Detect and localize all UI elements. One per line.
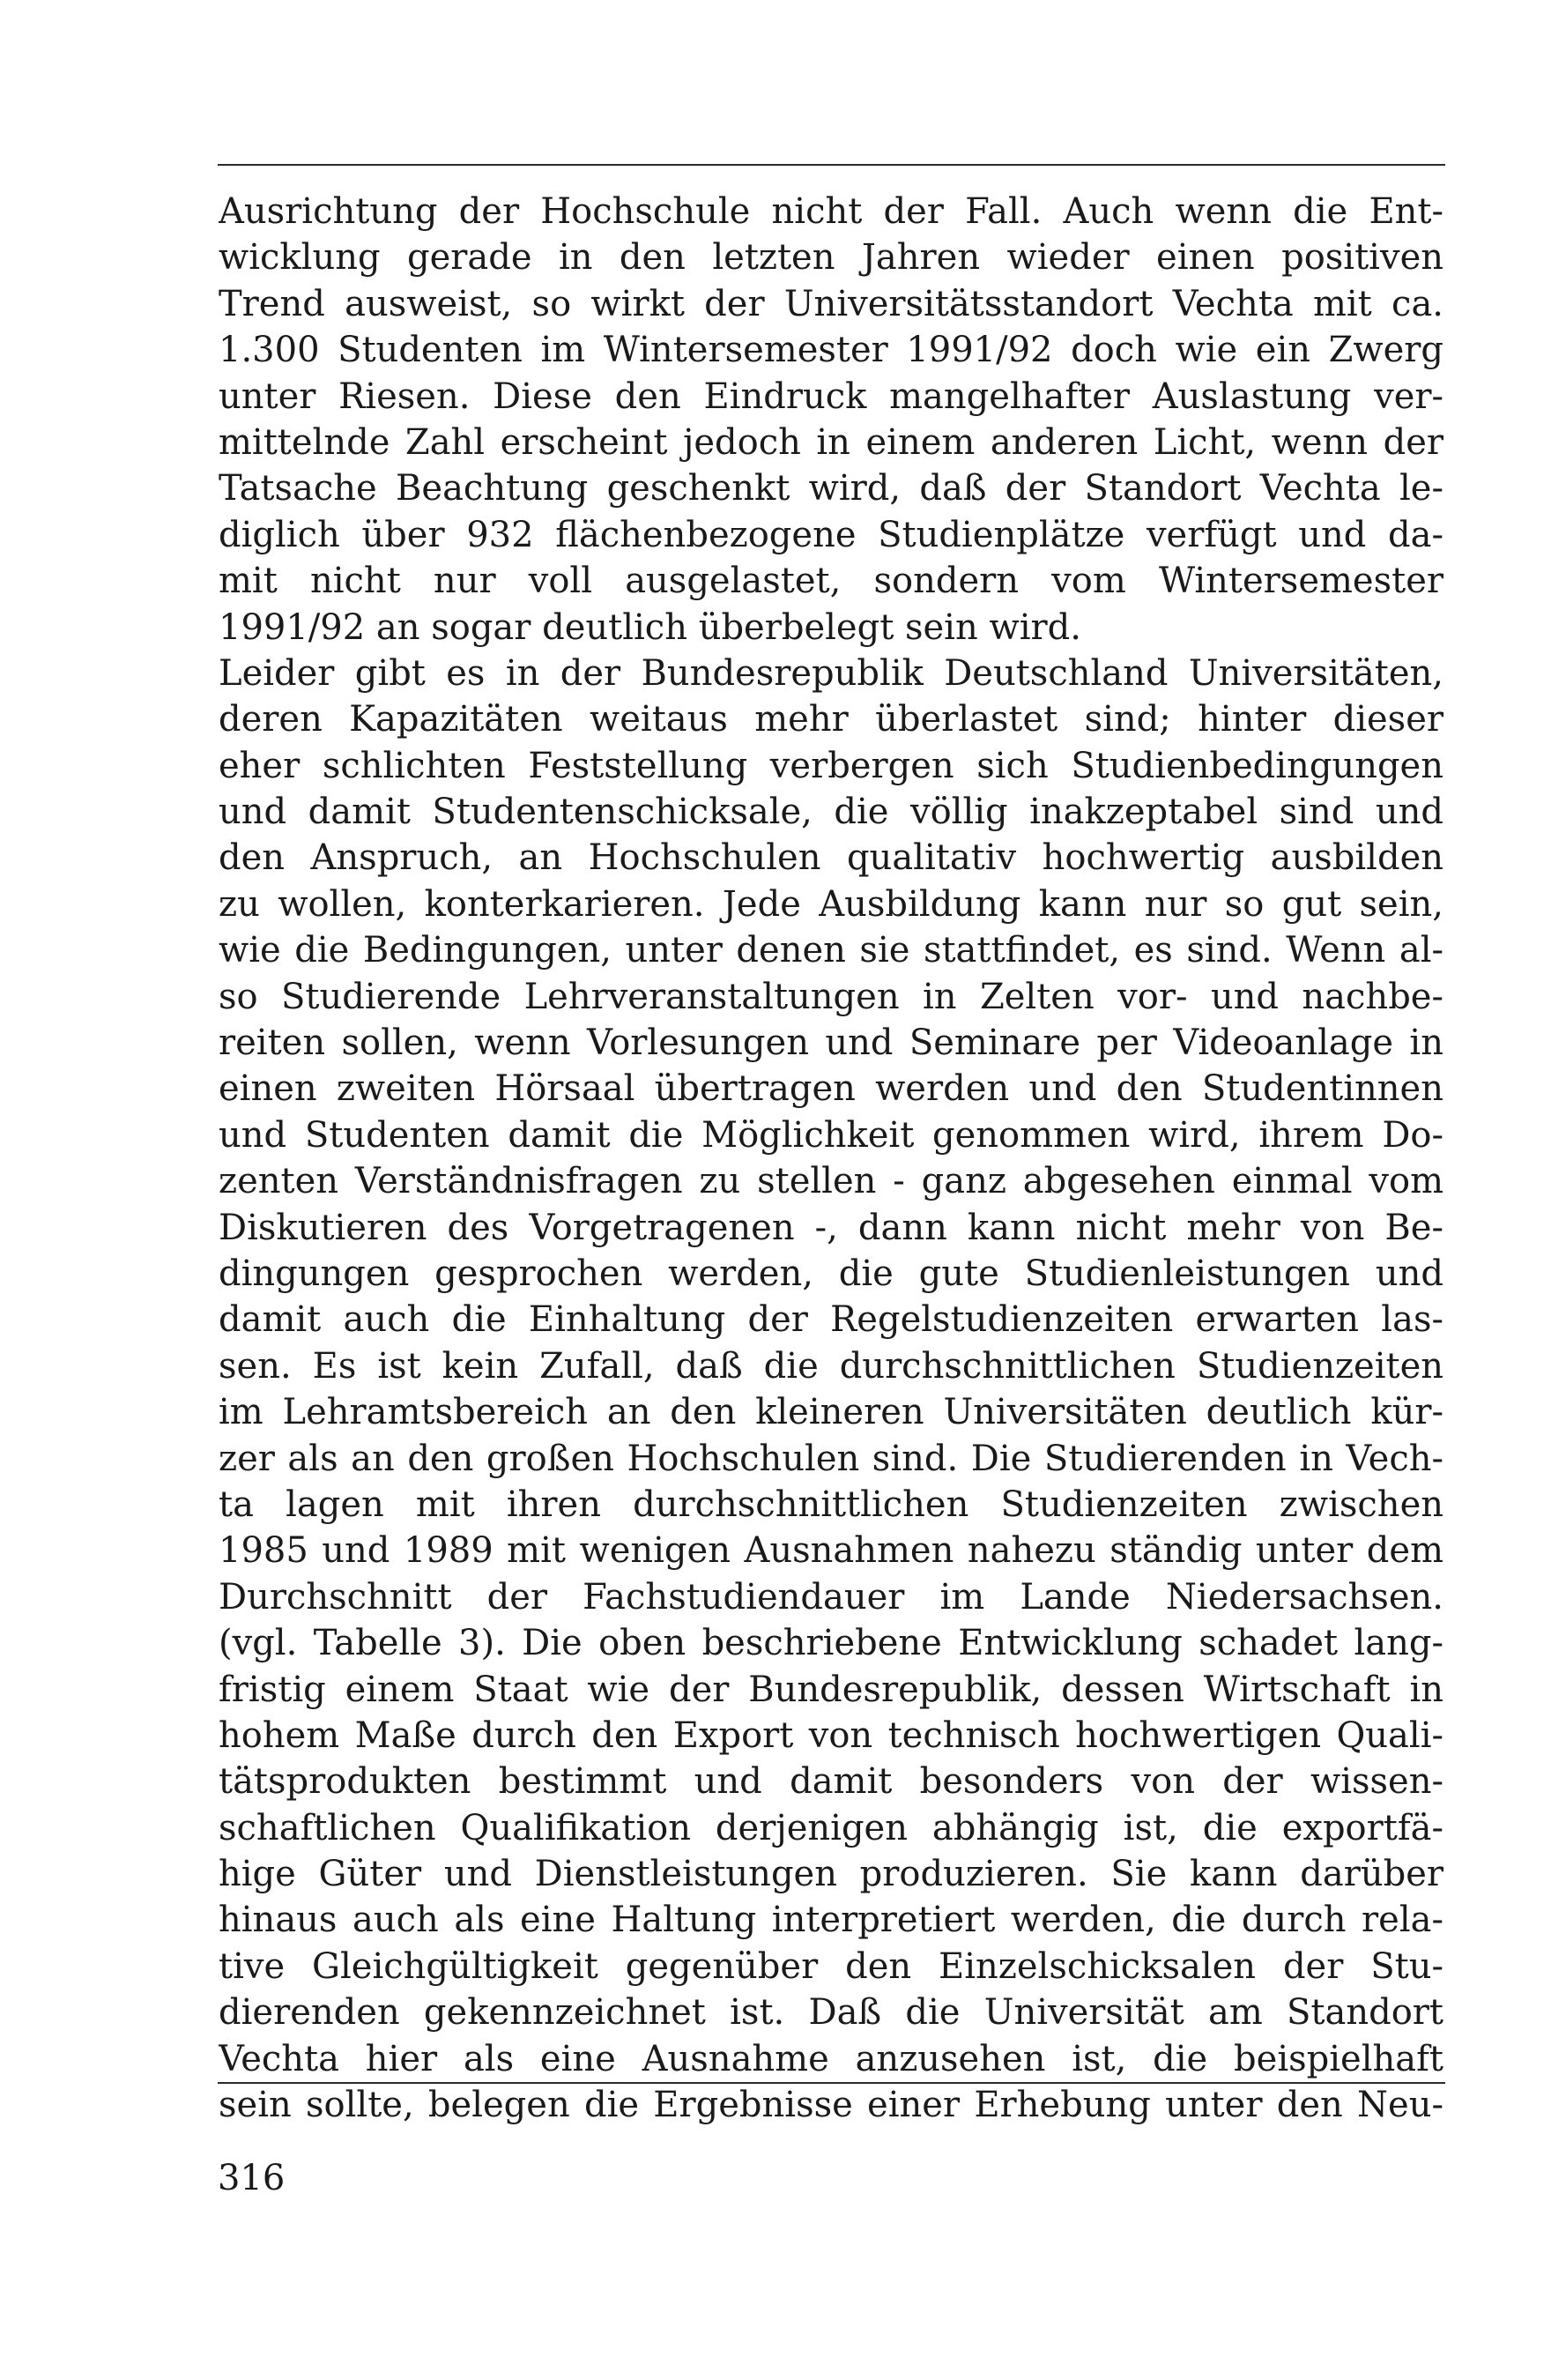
text-line: mit nicht nur voll ausgelastet, sondern vom Wintersemester: [219, 561, 1443, 602]
text-line: zu wollen, konterkarieren. Jede Ausbildung kann nur so gut sein,: [219, 883, 1443, 925]
text-line: mittelnde Zahl erscheint jedoch in einem anderen Licht, wenn der: [219, 421, 1443, 463]
text-line: dingungen gesprochen werden, die gute Studienleistungen und: [219, 1253, 1443, 1294]
text-line: Tatsache Beachtung geschenkt wird, daß der Standort Vechta le-: [219, 468, 1443, 509]
text-line: wicklung gerade in den letzten Jahren wieder einen positiven: [219, 237, 1443, 279]
text-line: fristig einem Staat wie der Bundesrepublik, dessen Wirtschaft in: [219, 1669, 1443, 1710]
text-line: im Lehramtsbereich an den kleineren Universitäten deutlich kür-: [219, 1392, 1443, 1433]
text-line: hohem Maße durch den Export von technisch hochwertigen Quali-: [219, 1714, 1443, 1756]
text-line: hige Güter und Dienstleistungen produzieren. Sie kann darüber: [219, 1854, 1443, 1895]
page-number: 316: [218, 2158, 286, 2198]
text-line: dierenden gekennzeichnet ist. Daß die Universität am Standort: [219, 1992, 1443, 2034]
text-line: (vgl. Tabelle 3). Die oben beschriebene Entwicklung schadet lang-: [219, 1623, 1443, 1664]
text-line: 1985 und 1989 mit wenigen Ausnahmen nahezu ständig unter dem: [219, 1530, 1443, 1572]
text-line: Leider gibt es in der Bundesrepublik Deutschland Universitäten,: [219, 652, 1443, 694]
text-line: 1991/92 an sogar deutlich überbelegt sein wird.: [219, 606, 1081, 648]
text-line: tive Gleichgültigkeit gegenüber den Einzelschicksalen der Stu-: [219, 1945, 1443, 1987]
text-line: zer als an den großen Hochschulen sind. Die Studierenden in Vech-: [219, 1438, 1443, 1479]
text-line: diglich über 932 flächenbezogene Studienplätze verfügt und da-: [219, 514, 1443, 555]
text-line: einen zweiten Hörsaal übertragen werden und den Studentinnen: [219, 1068, 1443, 1110]
text-line: Ausrichtung der Hochschule nicht der Fall. Auch wenn die Ent-: [219, 191, 1443, 232]
text-line: unter Riesen. Diese den Eindruck mangelhafter Auslastung ver-: [219, 376, 1443, 417]
text-line: damit auch die Einhaltung der Regelstudienzeiten erwarten las-: [219, 1299, 1443, 1341]
text-line: 1.300 Studenten im Wintersemester 1991/92 doch wie ein Zwerg: [219, 330, 1443, 371]
text-line: eher schlichten Feststellung verbergen sich Studienbedingungen: [219, 745, 1443, 786]
text-line: Durchschnitt der Fachstudiendauer im Lande Niedersachsen.: [219, 1576, 1443, 1618]
text-line: den Anspruch, an Hochschulen qualitativ hochwertig ausbilden: [219, 837, 1443, 879]
text-line: schaftlichen Qualifikation derjenigen abhängig ist, die exportfä-: [219, 1807, 1443, 1848]
text-line: und damit Studentenschicksale, die völlig inakzeptabel sind und: [219, 792, 1443, 833]
bottom-rule: [218, 2082, 1445, 2084]
text-line: so Studierende Lehrveranstaltungen in Zelten vor- und nachbe-: [219, 976, 1443, 1017]
text-line: Vechta hier als eine Ausnahme anzusehen ist, die beispielhaft: [219, 2038, 1443, 2079]
text-line: sen. Es ist kein Zufall, daß die durchschnittlichen Studienzeiten: [219, 1345, 1443, 1387]
text-line: deren Kapazitäten weitaus mehr überlastet sind; hinter dieser: [219, 699, 1443, 740]
text-line: Diskutieren des Vorgetragenen -, dann kann nicht mehr von Be-: [219, 1207, 1443, 1248]
text-line: tätsprodukten bestimmt und damit besonders von der wissen-: [219, 1761, 1443, 1803]
text-line: und Studenten damit die Möglichkeit genommen wird, ihrem Do-: [219, 1114, 1443, 1156]
text-line: Trend ausweist, so wirkt der Universitätsstandort Vechta mit ca.: [219, 283, 1443, 324]
text-line: wie die Bedingungen, unter denen sie stattfindet, es sind. Wenn al-: [219, 930, 1443, 971]
text-line: zenten Verständnisfragen zu stellen - ganz abgesehen einmal vom: [219, 1161, 1443, 1202]
text-line: hinaus auch als eine Haltung interpretiert werden, die durch rela-: [219, 1900, 1443, 1941]
text-line: reiten sollen, wenn Vorlesungen und Seminare per Videoanlage in: [219, 1023, 1443, 1064]
text-line: sein sollte, belegen die Ergebnisse einer Erhebung unter den Neu-: [219, 2085, 1443, 2126]
text-line: ta lagen mit ihren durchschnittlichen Studienzeiten zwischen: [219, 1484, 1443, 1525]
top-rule: [218, 164, 1445, 166]
body-text: [219, 189, 1443, 2128]
